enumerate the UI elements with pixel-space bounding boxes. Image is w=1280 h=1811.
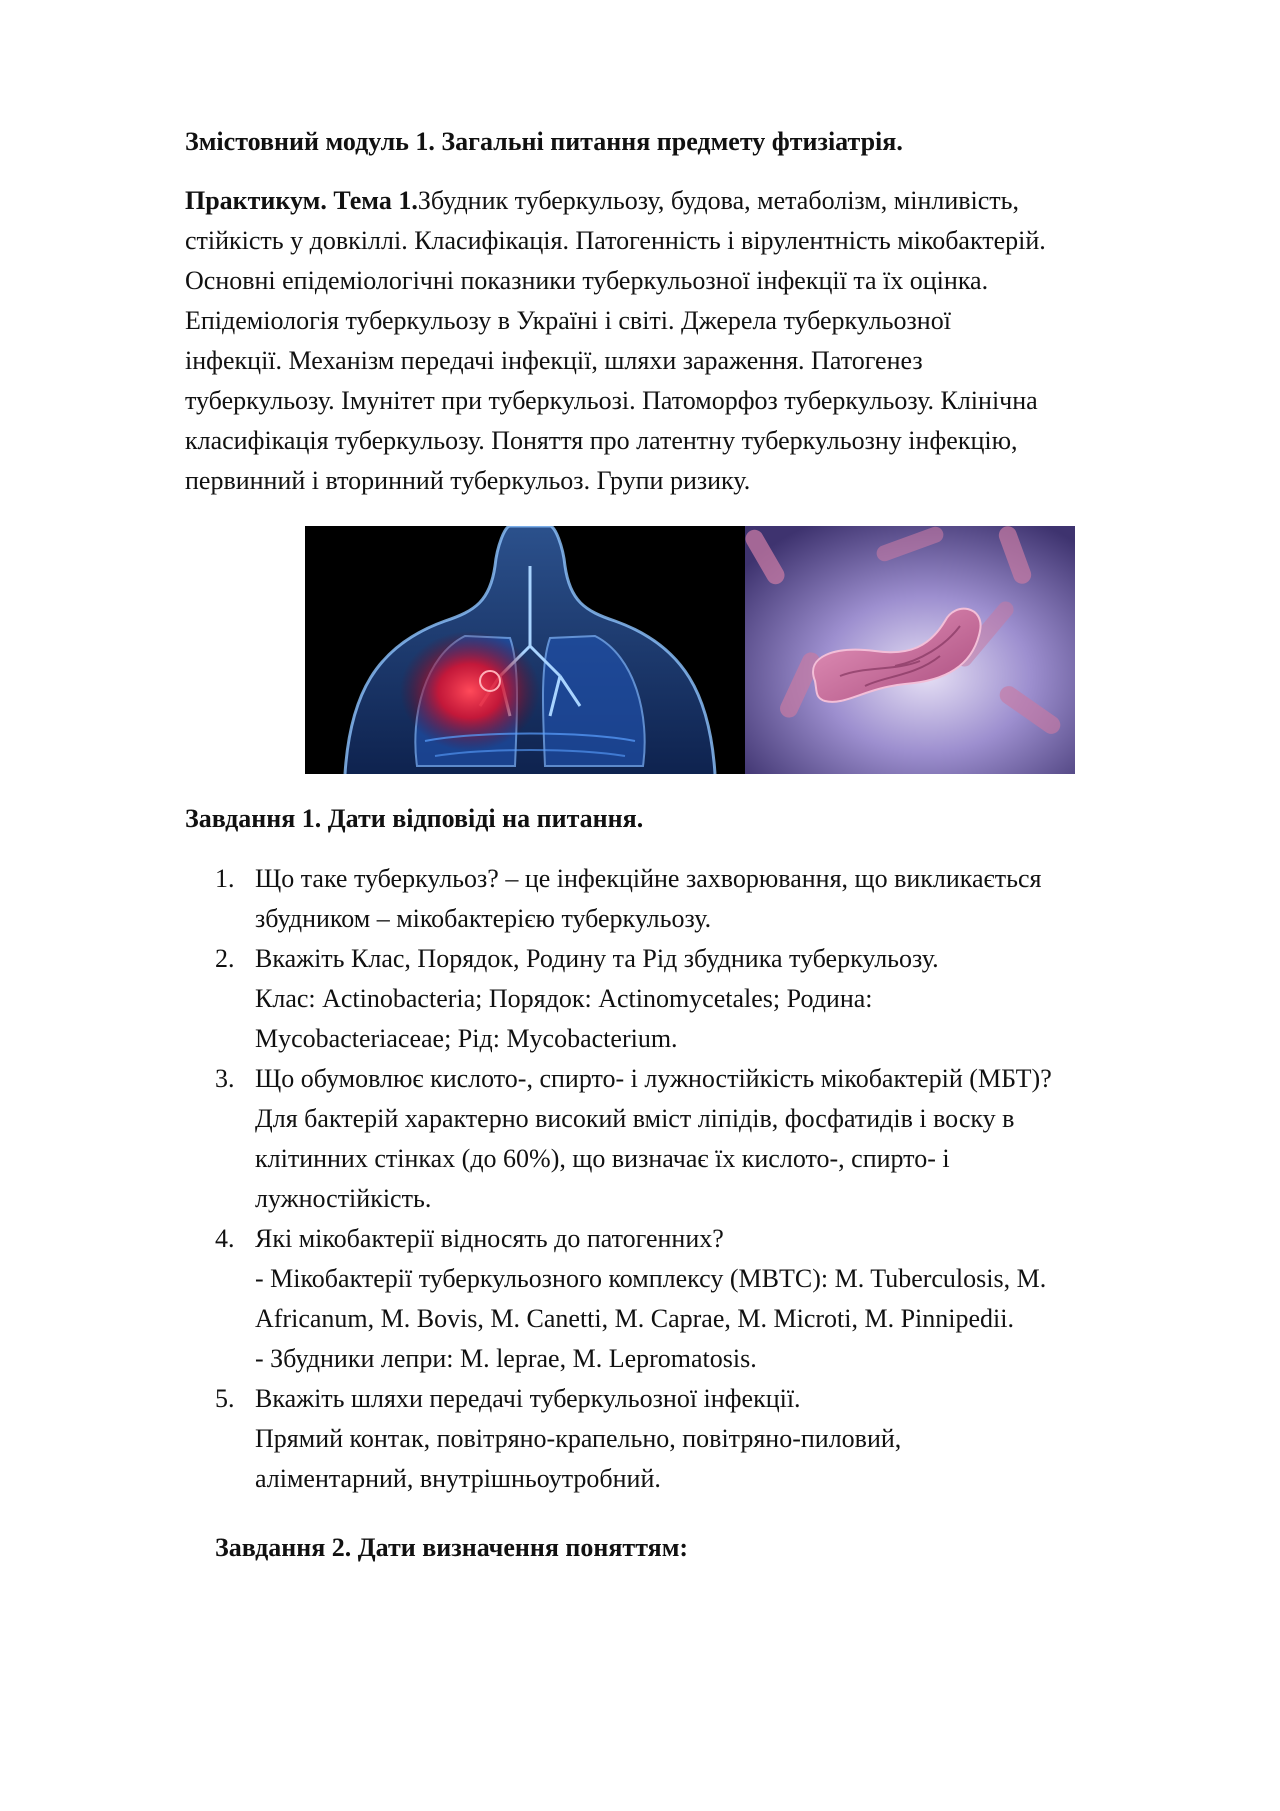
list-item-line: Mycobacteriaceae; Рід: Mycobacterium. xyxy=(255,1024,678,1053)
list-item xyxy=(185,1059,1215,1219)
list-item-line: клітинних стінках (до 60%), що визначає їх кислото-, спирто- і xyxy=(255,1144,950,1173)
list-item-number: 3. xyxy=(215,1064,235,1093)
list-item-line: Вкажіть Клас, Порядок, Родину та Рід збудника туберкульозу. xyxy=(255,944,939,973)
bacteria-illustration-icon xyxy=(745,526,1075,774)
topic-line: туберкульозу. Імунітет при туберкульозі. Патоморфоз туберкульозу. Клінічна xyxy=(185,386,1038,415)
list-item-number: 4. xyxy=(215,1224,235,1253)
task-2-heading: Завдання 2. Дати визначення поняттям: xyxy=(215,1533,689,1562)
list-item xyxy=(185,1379,1215,1499)
list-item-number: 5. xyxy=(215,1384,235,1413)
list-item-line: Що таке туберкульоз? – це інфекційне захворювання, що викликається xyxy=(255,864,1042,893)
list-item-line: Прямий контак, повітряно-крапельно, повітряно-пиловий, xyxy=(255,1424,902,1453)
list-item xyxy=(185,859,1215,939)
illustration-figure xyxy=(305,526,1075,774)
list-item-number: 2. xyxy=(215,944,235,973)
list-item-line: аліментарний, внутрішньоутробний. xyxy=(255,1464,661,1493)
topic-lead: Практикум. Тема 1. xyxy=(185,186,418,215)
list-item-line: збудником – мікобактерією туберкульозу. xyxy=(255,904,712,933)
module-heading: Змістовний модуль 1. Загальні питання предмету фтизіатрія. xyxy=(185,127,903,156)
lungs-illustration-icon xyxy=(305,526,745,774)
topic-line: інфекції. Механізм передачі інфекції, шляхи зараження. Патогенез xyxy=(185,346,923,375)
list-item-line: Які мікобактерії відносять до патогенних? xyxy=(255,1224,724,1253)
question-list xyxy=(185,859,1215,1499)
list-item-line: Для бактерій характерно високий вміст ліпідів, фосфатидів і воску в xyxy=(255,1104,1015,1133)
topic-line: Збудник туберкульозу, будова, метаболізм, мінливість, xyxy=(417,186,1020,215)
topic-line: первинний і вторинний туберкульоз. Групи ризику. xyxy=(185,466,751,495)
task-1-heading: Завдання 1. Дати відповіді на питання. xyxy=(185,804,644,833)
topic-line: стійкість у довкіллі. Класифікація. Патогенність і вірулентність мікобактерій. xyxy=(185,226,1046,255)
list-item-line: Клас: Actinobacteria; Порядок: Actinomycetales; Родина: xyxy=(255,984,873,1013)
list-item-number: 1. xyxy=(215,864,235,893)
list-item-line: - Мікобактерії туберкульозного комплексу (MBTC): M. Tuberculosis, M. xyxy=(255,1264,1047,1293)
list-item-line: Що обумовлює кислото-, спирто- і лужностійкість мікобактерій (МБТ)? xyxy=(255,1064,1052,1093)
topic-line: класифікація туберкульозу. Поняття про латентну туберкульозну інфекцію, xyxy=(185,426,1018,455)
topic-paragraph xyxy=(185,181,1205,501)
list-item xyxy=(185,1219,1215,1379)
topic-line: Епідеміологія туберкульозу в Україні і світі. Джерела туберкульозної xyxy=(185,306,951,335)
list-item-line: - Збудники лепри: M. leprae, M. Lepromatosis. xyxy=(255,1344,757,1373)
list-item-line: лужностійкість. xyxy=(255,1184,432,1213)
list-item xyxy=(185,939,1215,1059)
list-item-line: Вкажіть шляхи передачі туберкульозної інфекції. xyxy=(255,1384,801,1413)
list-item-line: Africanum, M. Bovis, M. Canetti, M. Caprae, M. Microti, M. Pinnipedii. xyxy=(255,1304,1014,1333)
topic-line: Основні епідеміологічні показники туберкульозної інфекції та їх оцінка. xyxy=(185,266,989,295)
